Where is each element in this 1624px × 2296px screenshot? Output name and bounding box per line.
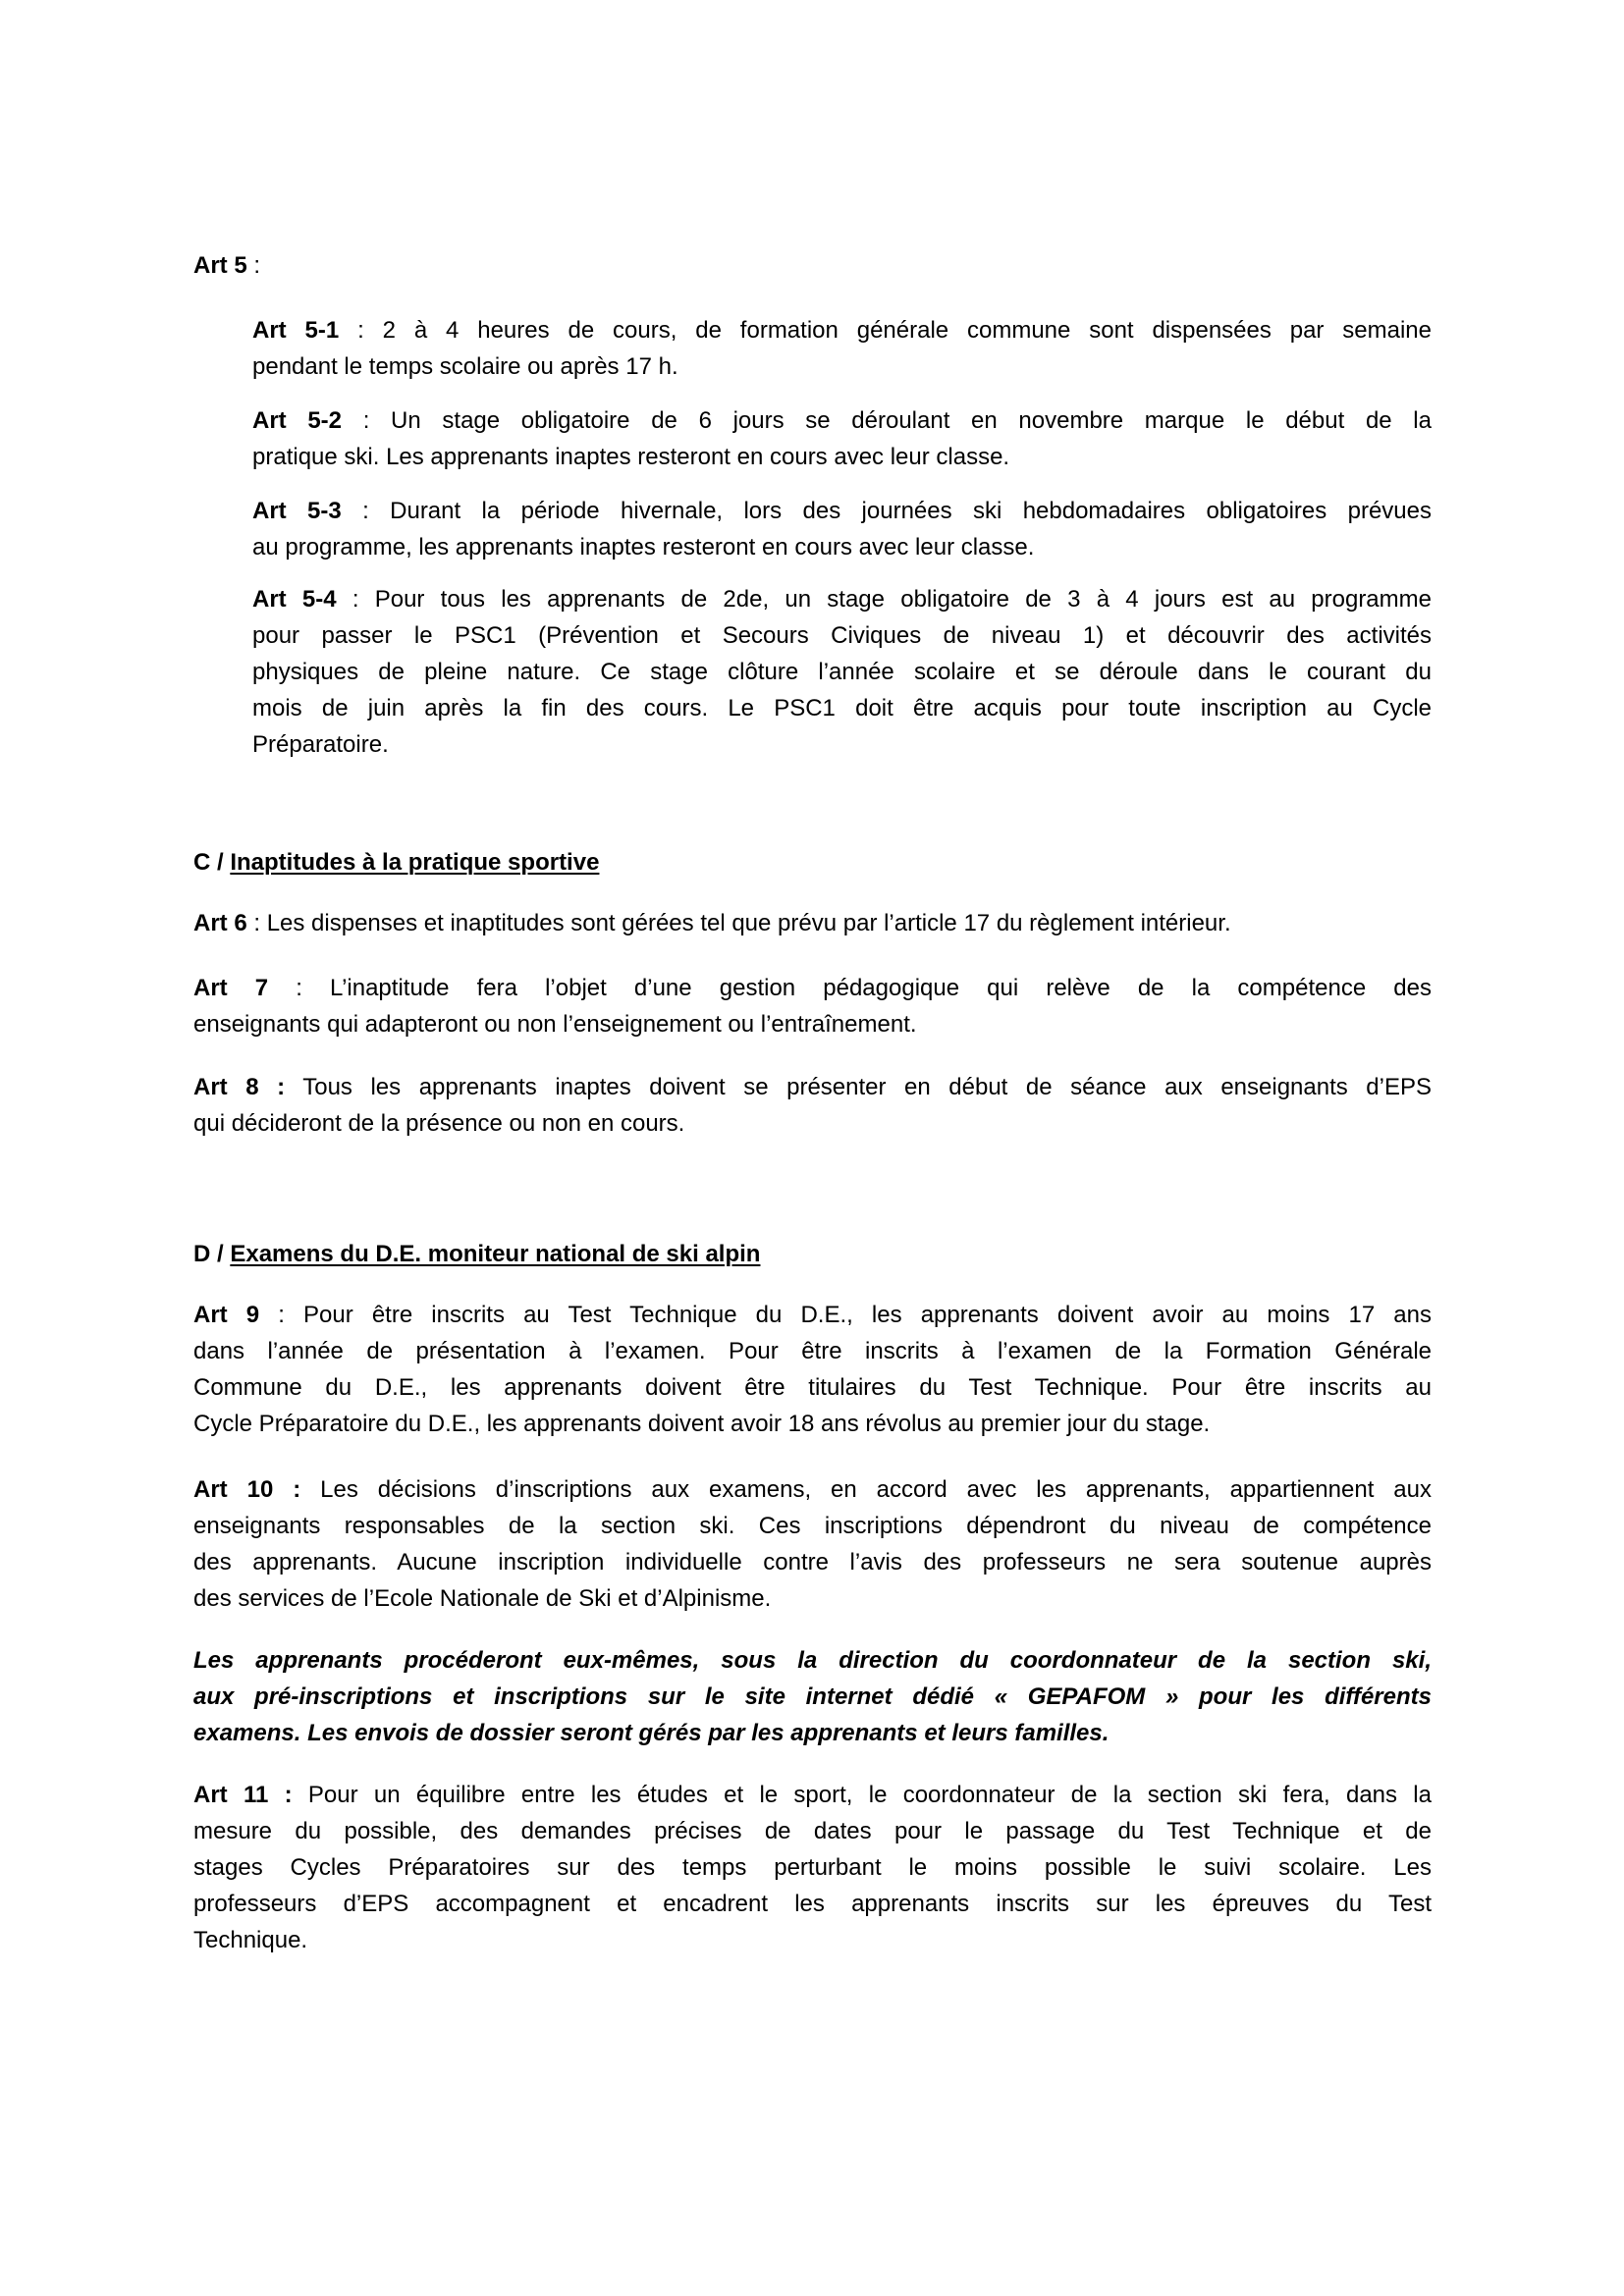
article-text-line: : L’inaptitude fera l’objet d’une gestion pédagogique qui relève de la compétence des [268,975,1432,1001]
article-text-line: enseignants qui adapteront ou non l’enseignement ou l’entraînement. [193,1011,917,1038]
article-label: Art 8 : [193,1074,286,1100]
article-text-line: Technique. [193,1927,308,1953]
article-text-line: Pour un équilibre entre les études et le sport, le coordonnateur de la section ski fera, dans la [292,1782,1432,1808]
article-text-line: : Un stage obligatoire de 6 jours se déroulant en novembre marque le début de la [342,407,1432,434]
article-text-line: des services de l’Ecole Nationale de Ski et d’Alpinisme. [193,1585,772,1612]
article-label: Art 5-3 [252,498,342,524]
article-5-3 [252,493,1432,565]
article-label: Art 9 [193,1302,260,1328]
article-9 [193,1297,1432,1442]
article-10 [193,1471,1432,1617]
article-text-line: : 2 à 4 heures de cours, de formation générale commune sont dispensées par semaine [339,317,1432,344]
article-text-line: enseignants responsables de la section ski. Ces inscriptions dépendront du niveau de compétence [193,1513,1432,1539]
article-label: Art 5 [193,252,247,279]
section-c-heading [193,844,1432,881]
article-separator: : [246,252,261,279]
article-text-line: physiques de pleine nature. Ce stage clôture l’année scolaire et se déroule dans le courant du [252,659,1432,685]
article-text-line: Préparatoire. [252,731,389,758]
section-d-heading [193,1236,1432,1272]
article-5-1 [252,312,1432,385]
note-line: aux pré-inscriptions et inscriptions sur le site internet dédié « GEPAFOM » pour les différents [193,1683,1432,1710]
article-text-line: : Durant la période hivernale, lors des journées ski hebdomadaires obligatoires prévues [341,498,1432,524]
article-text-line: Tous les apprenants inaptes doivent se présenter en début de séance aux enseignants d’EPS [285,1074,1432,1100]
article-label: Art 5-2 [252,407,343,434]
article-5-2 [252,402,1432,475]
article-text-line: mesure du possible, des demandes précises de dates pour le passage du Test Technique et de [193,1818,1432,1844]
article-text-line: : Les dispenses et inaptitudes sont gérées tel que prévu par l’article 17 du règlement intérieur. [246,910,1231,936]
registration-note [193,1642,1432,1751]
article-text-line: Cycle Préparatoire du D.E., les apprenants doivent avoir 18 ans révolus au premier jour du stage. [193,1411,1211,1437]
article-6 [193,905,1432,941]
note-line: examens. Les envois de dossier seront gérés par les apprenants et leurs familles. [193,1720,1110,1746]
article-5-heading [193,247,1432,284]
article-text-line: Les décisions d’inscriptions aux examens, en accord avec les apprenants, appartiennent aux [300,1476,1432,1503]
article-text-line: pratique ski. Les apprenants inaptes resteront en cours avec leur classe. [252,444,1010,470]
article-text-line: Commune du D.E., les apprenants doivent être titulaires du Test Technique. Pour être inscrits au [193,1374,1432,1401]
article-label: Art 7 [193,975,269,1001]
article-text-line: pour passer le PSC1 (Prévention et Secours Civiques de niveau 1) et découvrir des activités [252,622,1432,649]
section-title: Examens du D.E. moniteur national de ski alpin [230,1241,761,1267]
article-label: Art 6 [193,910,247,936]
article-7 [193,970,1432,1042]
article-8 [193,1069,1432,1142]
note-line: Les apprenants procéderont eux-mêmes, sous la direction du coordonnateur de la section ski, [193,1647,1432,1674]
article-label: Art 10 : [193,1476,301,1503]
section-prefix: D / [193,1241,231,1267]
article-text-line: au programme, les apprenants inaptes resteront en cours avec leur classe. [252,534,1035,561]
article-label: Art 5-1 [252,317,340,344]
section-title: Inaptitudes à la pratique sportive [230,849,600,876]
article-label: Art 11 : [193,1782,293,1808]
article-11 [193,1777,1432,1958]
article-5-4 [252,581,1432,763]
article-text-line: pendant le temps scolaire ou après 17 h. [252,353,678,380]
article-text-line: dans l’année de présentation à l’examen. Pour être inscrits à l’examen de la Formation Générale [193,1338,1432,1364]
article-text-line: professeurs d’EPS accompagnent et encadrent les apprenants inscrits sur les épreuves du Test [193,1891,1432,1917]
article-text-line: : Pour être inscrits au Test Technique du D.E., les apprenants doivent avoir au moins 17 ans [259,1302,1432,1328]
article-label: Art 5-4 [252,586,337,613]
article-text-line: des apprenants. Aucune inscription individuelle contre l’avis des professeurs ne sera soutenue auprès [193,1549,1432,1575]
section-prefix: C / [193,849,231,876]
article-text-line: qui décideront de la présence ou non en cours. [193,1110,685,1137]
article-text-line: stages Cycles Préparatoires sur des temps perturbant le moins possible le suivi scolaire. Les [193,1854,1432,1881]
article-text-line: : Pour tous les apprenants de 2de, un stage obligatoire de 3 à 4 jours est au programme [336,586,1432,613]
article-text-line: mois de juin après la fin des cours. Le PSC1 doit être acquis pour toute inscription au Cycle [252,695,1432,721]
